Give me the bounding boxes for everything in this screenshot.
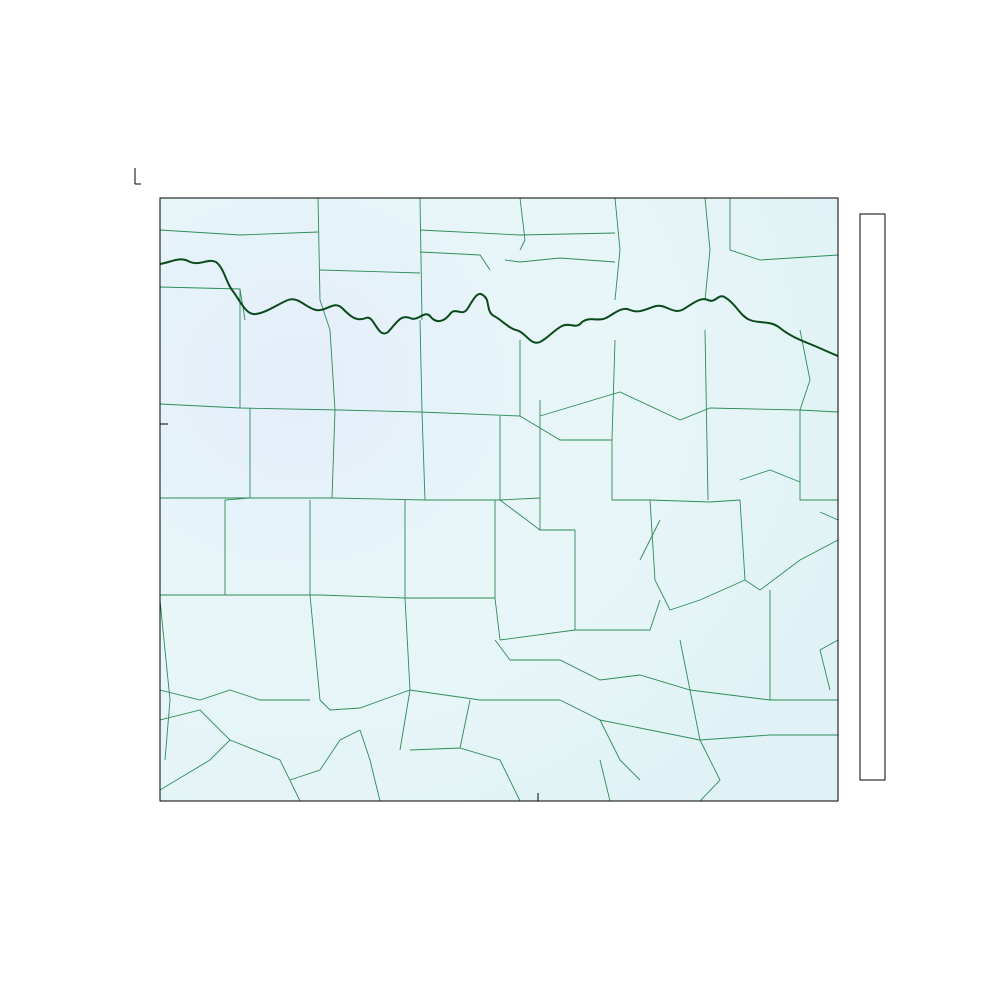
vector-key — [135, 168, 141, 184]
colorbar-frame — [860, 214, 885, 780]
wind-speed-shading — [160, 198, 838, 801]
